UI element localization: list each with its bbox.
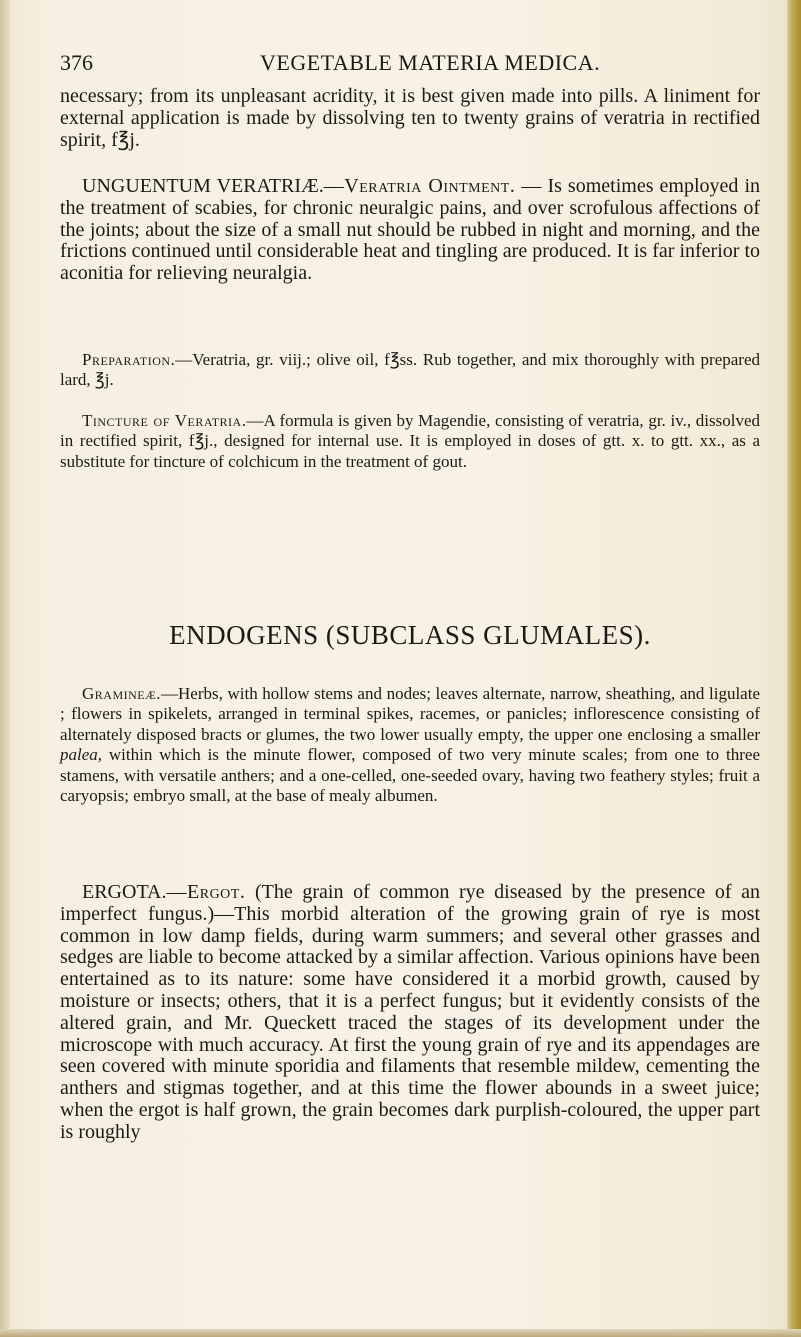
entry-subheading: Gramineæ. (82, 684, 162, 703)
paragraph-unguentum (60, 176, 760, 285)
entry-heading: UNGUENTUM VERATRIÆ. (82, 175, 324, 197)
paragraph-text: —A formula is given by Magendie, consisting of veratria, gr. iv., dissolved in rectified spirit, f℥j., designed for internal use. It is employed in doses of gtt. x. to gtt. xx., as a substitute for tincture of colchicum in the treatment of gout. (60, 411, 760, 471)
entry-subheading: Preparation. (82, 350, 176, 369)
section-title: ENDOGENS (SUBCLASS GLUMALES). (169, 620, 651, 650)
paragraph-veratria-pills (60, 86, 760, 151)
page-header (60, 50, 760, 80)
page-number: 376 (60, 50, 93, 75)
page-left-edge (0, 0, 10, 1337)
paragraph-text: —Veratria, gr. viij.; olive oil, f℥ss. Rub together, and mix thoroughly with prepared lard, ℥j. (60, 350, 760, 390)
page-right-edge (787, 0, 801, 1337)
paragraph-text: —Herbs, with hollow stems and nodes; leaves alternate, narrow, sheathing, and ligulate ; flowers in spikelets, arranged in terminal spikes, racemes, or panicles; inflorescence consisting of alternately disposed bracts or glumes, the two lower usually empty, the upper one enclosing a smaller (60, 684, 760, 744)
paragraph-gramineae (60, 684, 760, 806)
paragraph-ergota (60, 882, 760, 1144)
italic-term: palea (60, 745, 98, 765)
paragraph-text: (The grain of common rye diseased by the presence of an imperfect fungus.)—This morbid alteration of the growing grain of rye is most common in low damp fields, during warm summers; and several other grasses and sedges are liable to become attacked by a similar affection. Various opinions have been entertained as to its nature: some have considered it a morbid growth, caused by moisture or insects; others, that it is a perfect fungus; but it evidently consists of the altered grain, and Mr. Queckett traced the stages of its development under the microscope with much accuracy. At first the young grain of rye and its appendages are seen covered with minute sporidia and filaments that resemble mildew, cementing the anthers and stigmas together, and at this time the flower abounds in a sweet juice; when the ergot is half grown, the grain becomes dark purplish-coloured, the upper part is roughly (60, 881, 760, 1143)
entry-subheading: —Veratria Ointment. (323, 175, 516, 197)
paragraph-text: — Is sometimes employed in the treatment of scabies, for chronic neuralgic pains, and over scrofulous affections of the joints; about the size of a small nut should be rubbed in night and morning, and the frictions continued until considerable heat and tingling are produced. It is far inferior to aconitia for relieving neuralgia. (60, 175, 761, 285)
entry-heading: ERGOTA. (82, 881, 167, 903)
paragraph-text-cont: , within which is the minute flower, composed of two very minute scales; from one to three stamens, with versatile anthers; and a one-celled, one-seeded ovary, having two feathery styles; fruit a caryopsis; embryo small, at the base of mealy albumen. (60, 745, 760, 806)
page-bottom-edge (0, 1329, 801, 1337)
paragraph-text: necessary; from its unpleasant acridity, it is best given made into pills. A liniment for external application is made by dissolving ten to twenty grains of veratria in rectified spirit, f℥j. (60, 85, 760, 151)
entry-subheading: Tincture of Veratria. (82, 411, 247, 430)
paragraph-preparation (60, 350, 760, 391)
running-head: VEGETABLE MATERIA MEDICA. (260, 50, 601, 75)
entry-subheading: —Ergot. (166, 881, 246, 903)
paragraph-tincture (60, 411, 760, 472)
